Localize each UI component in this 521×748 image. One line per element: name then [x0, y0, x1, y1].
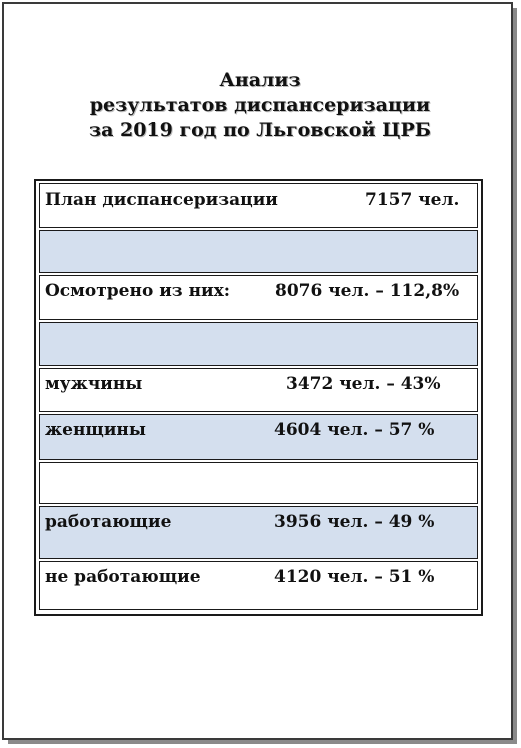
row-value: 8076 чел. – 112,8%: [275, 281, 460, 301]
table-row: [39, 462, 478, 504]
title-line: Анализ: [219, 69, 301, 91]
table-row: [39, 322, 478, 366]
row-value: 3956 чел. – 49 %: [274, 512, 435, 532]
title-line: за 2019 год по Льговской ЦРБ: [88, 119, 432, 141]
frame-shadow: [513, 8, 517, 744]
row-value: 4120 чел. – 51 %: [274, 567, 435, 587]
row-label: не работающие: [45, 567, 201, 587]
table-row: [39, 275, 478, 320]
row-label: женщины: [45, 420, 146, 440]
title-line: результатов диспансеризации: [89, 94, 431, 116]
frame-shadow: [8, 740, 517, 744]
row-label: мужчины: [45, 374, 143, 394]
row-value: 4604 чел. – 57 %: [274, 420, 435, 440]
row-label: работающие: [45, 512, 172, 532]
row-label: Осмотрено из них:: [45, 281, 231, 301]
row-value: 3472 чел. – 43%: [286, 374, 441, 394]
table-row: [39, 230, 478, 273]
table-row: [39, 414, 478, 460]
row-value: 7157 чел.: [365, 190, 460, 210]
table-row: [39, 506, 478, 559]
page-title: [40, 68, 480, 143]
table-row: [39, 561, 478, 610]
table-row: [39, 368, 478, 412]
row-label: План диспансеризации: [45, 190, 278, 210]
table-row: [39, 183, 478, 228]
results-table: [34, 179, 483, 616]
